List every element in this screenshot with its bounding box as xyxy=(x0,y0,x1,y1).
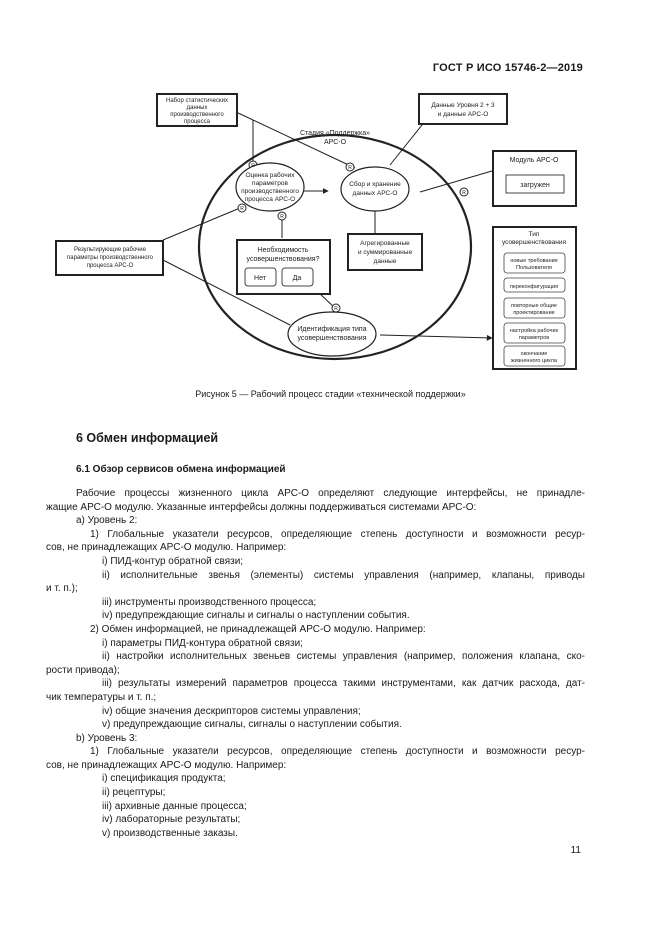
text-line: v) предупреждающие сигналы, сигналы о наступлении события. xyxy=(102,719,402,731)
document-header: ГОСТ Р ИСО 15746-2—2019 xyxy=(432,62,583,74)
type-item-5-line-2: жизненного цикла xyxy=(511,358,557,364)
page-number: 11 xyxy=(570,845,581,856)
text-line: ii) рецептуры; xyxy=(102,787,166,799)
text-line: сов, не принадлежащих АРС-О модулю. Например: xyxy=(46,759,287,771)
stage-label-2: АРС-О xyxy=(323,139,347,146)
marker-label-4: R xyxy=(240,206,244,212)
type-item-5-line-1: окончание xyxy=(520,351,548,357)
text-line: v) производственные заказы. xyxy=(102,827,238,839)
text-line: рости привода); xyxy=(46,664,120,676)
type-item-1-line-1: новые требования xyxy=(510,258,558,264)
text-line: а) Уровень 2: xyxy=(76,515,138,527)
box-statistics-line-3: производственного xyxy=(170,112,224,118)
text-line: сов, не принадлежащих АРС-О модулю. Например: xyxy=(46,542,287,554)
text-line: i) параметры ПИД-контура обратной связи; xyxy=(102,637,303,649)
type-item-4-line-2: параметров xyxy=(518,335,550,341)
text-line: iii) инструменты производственного процесса; xyxy=(102,596,317,608)
text-line: 2) Обмен информацией, не принадлежащей АРС-О модулю. Например: xyxy=(90,623,426,635)
box-statistics-line-4: процесса xyxy=(184,119,210,125)
marker-label-1: R xyxy=(251,163,255,169)
text-line: чик температуры и т. п.; xyxy=(46,691,157,703)
type-item-3-line-2: проектирование xyxy=(513,310,555,316)
marker-label-3: R xyxy=(462,190,466,196)
text-line: жащие АРС-О модулю. Указанные интерфейсы должны поддерживаться системами АРС-О: xyxy=(46,501,477,513)
text-line: 1) Глобальные указатели ресурсов, определяющие степень доступности и возможности ресур- xyxy=(90,746,585,758)
module-title: Модуль АРС-О xyxy=(509,157,559,164)
button-no-label: Нет xyxy=(254,275,266,282)
ellipse-evaluation xyxy=(236,163,304,211)
types-title-1: Тип xyxy=(528,231,540,238)
text-line: i) спецификация продукта; xyxy=(102,773,226,785)
ellipse-collect-line-1: Сбор и хранение xyxy=(349,181,401,188)
workflow-diagram xyxy=(0,80,661,380)
text-line: iv) лабораторные результаты; xyxy=(102,814,241,826)
ellipse-identify-line-2: усовершенствования xyxy=(297,335,367,342)
type-item-4-line-1: настройка рабочих xyxy=(509,328,559,334)
subsection-title: 6.1 Обзор сервисов обмена информацией xyxy=(76,464,286,475)
box-resulting-line-1: Результирующие рабочие xyxy=(74,247,146,253)
text-line: Рабочие процессы жизненного цикла АРС-О определяют следующие интерфейсы, не принадле- xyxy=(76,488,585,499)
ellipse-identify-line-1: Идентификация типа xyxy=(297,326,367,333)
ellipse-eval-line-3: производственного xyxy=(241,188,299,195)
box-aggregated-line-1: Агрегированные xyxy=(360,240,410,247)
text-line: ii) настройки исполнительных звеньев системы управления (например, положения клапана, ско- xyxy=(102,651,585,663)
box-need-line-1: Необходимость xyxy=(257,247,309,254)
text-line: и т. п.); xyxy=(46,583,78,595)
type-item-1-line-2: Пользователя xyxy=(516,265,552,271)
text-line: iii) архивные данные процесса; xyxy=(102,800,247,812)
ellipse-eval-line-4: процесса АРС-О xyxy=(244,196,296,203)
box-statistics-line-1: Набор статистических xyxy=(166,98,228,104)
text-line: i) ПИД-контур обратной связи; xyxy=(102,555,244,567)
box-resulting-line-2: параметры производственного xyxy=(66,255,154,261)
marker-label-5: R xyxy=(280,214,284,220)
body-text xyxy=(46,487,585,840)
box-level-line-2: и данные АРС-О xyxy=(437,111,489,118)
text-line: b) Уровень 3: xyxy=(76,732,138,744)
box-need-line-2: усовершенствования? xyxy=(246,256,320,263)
box-statistics-line-2: данных xyxy=(186,105,208,111)
box-aggregated-line-2: и суммированные xyxy=(357,249,413,256)
box-resulting-line-3: процесса АРС-О xyxy=(86,263,134,269)
text-line: 1) Глобальные указатели ресурсов, определяющие степень доступности и возможности ресур- xyxy=(90,528,585,540)
ellipse-eval-line-1: Оценка рабочих xyxy=(245,172,295,179)
box-level-data xyxy=(419,94,507,124)
module-status: загружен xyxy=(520,182,550,189)
marker-label-6: R xyxy=(334,306,338,312)
text-line: iv) общие значения дескрипторов системы управления; xyxy=(102,705,361,717)
box-aggregated-line-3: данные xyxy=(373,258,397,265)
workflow-figure xyxy=(0,80,661,380)
ellipse-eval-line-2: параметров xyxy=(252,180,288,187)
text-line: iv) предупреждающие сигналы и сигналы о наступлении события. xyxy=(102,610,410,622)
figure-caption: Рисунок 5 — Рабочий процесс стадии «технической поддержки» xyxy=(195,389,466,399)
marker-label-2: R xyxy=(348,165,352,171)
ellipse-identify xyxy=(288,312,376,356)
ellipse-collect xyxy=(341,167,409,211)
text-line: iii) результаты измерений параметров процесса такими инструментами, как датчик расхода, дат- xyxy=(102,678,585,690)
ellipse-collect-line-2: данных АРС-О xyxy=(352,190,398,197)
type-item-3-line-1: повторные общие xyxy=(511,303,557,309)
box-level-line-1: Данные Уровня 2 + 3 xyxy=(431,102,495,109)
types-title-2: усовершенствования xyxy=(501,239,567,246)
button-yes-label: Да xyxy=(292,275,302,282)
stage-label-1: Стадия «Поддержка» xyxy=(299,130,371,137)
section-title: 6 Обмен информацией xyxy=(76,431,219,445)
type-item-2-line-1: переконфигурация xyxy=(509,284,559,290)
text-line: ii) исполнительные звенья (элементы) системы управления (например, клапаны, приводы xyxy=(102,569,585,581)
